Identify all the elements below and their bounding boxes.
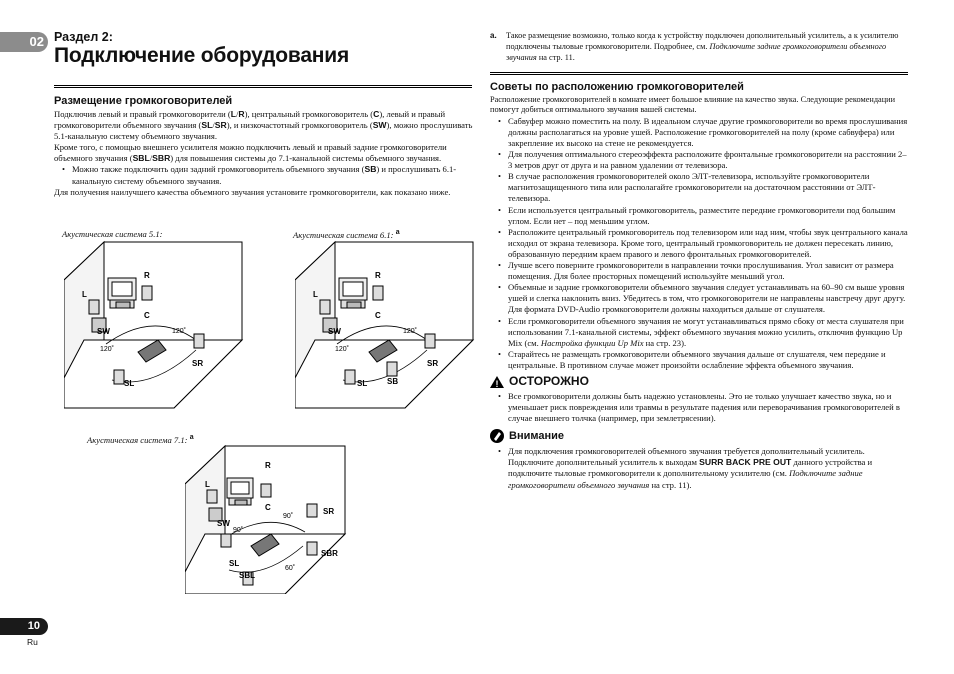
chapter-badge: 02 xyxy=(0,32,48,52)
link-rear-speakers[interactable]: Подключите задние громкоговорители объемного звучания xyxy=(508,468,863,490)
label-SW: SW xyxy=(217,519,230,528)
list-item: • Расположите центральный громкоговоритель под телевизором или над ним, чтобы звук центрального канала исходил от экрана телевизора. Кроме того, центральный громкоговоритель не должен пересекать линию, образованную передним краем правого и левого фронтальных громкоговорителей. xyxy=(498,227,910,260)
link-rear-speakers[interactable]: Подключите задние громкоговорители объемного звучания xyxy=(506,42,887,62)
caption-7-1: Акустическая система 7.1: $^a$ xyxy=(87,434,194,445)
room-diagram-7-1 xyxy=(185,444,370,594)
label-C: C xyxy=(144,311,150,320)
caption-5-1: Акустическая система 5.1: xyxy=(62,229,163,239)
label-SBL: SBL xyxy=(239,571,255,580)
label-angle: 120˚ xyxy=(100,346,115,353)
footnote: Такое размещение возможно, только когда к устройству подключен дополнительный усилитель, а к усилителю подключены тыловые громкоговорители. Подробнее, см. Подключите задние громкоговорители объемного звучания на стр. 11. xyxy=(506,31,899,62)
list-item: • Для подключения громкоговорителей объемного звучания требуется дополнительный усилитель. Подключите дополнительный усилитель к выходам SURR BACK PRE OUT данного устройства и подключите тыловые громкоговорители к дополнительному усилителю (см. Подключите задние громкоговорители объемного звучания на стр. 11). xyxy=(498,446,910,490)
divider xyxy=(54,85,472,88)
list-item: • Если используется центральный громкоговоритель, разместите передние громкоговорители под большим углом. Если нет – под меньшим углом. xyxy=(498,205,910,227)
room-diagram-5-1 xyxy=(64,240,244,410)
list-item: • Все громкоговорители должны быть надежно установлены. Это не только улучшает качество звука, но и уменьшает риск повреждения или травмы в результате падения или переворачивания громкоговорителей в случае внешнего толчка (например, при землетрясении). xyxy=(498,391,910,424)
list-item: • Старайтесь не размещать громкоговорители объемного звучания дальше от слушателя, чем передние и центральные. В противном случае может произойти ослабление эффекта объемного звучания. xyxy=(498,349,910,371)
page-number: 10 xyxy=(0,618,48,635)
subtitle-placement-tips: Советы по расположению громкоговорителей xyxy=(490,81,744,93)
language-label: Ru xyxy=(27,637,38,647)
room-diagram-6-1 xyxy=(295,240,475,410)
attention-heading: Внимание xyxy=(490,429,910,443)
label-angle: 90˚ xyxy=(233,527,244,534)
footnote-letter: a. xyxy=(490,31,497,40)
label-SR: SR xyxy=(427,359,439,368)
list-item: • Лучше всего поверните громкоговорители в направлении точки прослушивания. Угол зависит от размера помещения. Для более просторных помещений используйте меньший угол. xyxy=(498,260,910,282)
paragraph: Подключив левый и правый громкоговорители (L/R), центральный громкоговоритель (C), левый и правый громкоговорители объемного звучания (SL/SR), и низкочастотный громкоговоритель (SW), можно прослушивать 5.1-канальную систему объемного звучания. xyxy=(54,109,473,142)
label-SL: SL xyxy=(229,559,240,568)
placement-tips xyxy=(490,95,910,491)
label-SB: SB xyxy=(387,377,399,386)
label-SL: SL xyxy=(357,379,368,388)
pencil-note-icon xyxy=(490,429,504,443)
label-angle: 60˚ xyxy=(285,565,296,572)
label-SW: SW xyxy=(328,327,341,336)
caption-6-1: Акустическая система 6.1: $^a$ xyxy=(293,229,400,240)
label-R: R xyxy=(144,271,150,280)
label-SW: SW xyxy=(97,327,110,336)
list-item: • Если громкоговорители объемного звучания не могут устанавливаться прямо сбоку от места слушателя при использовании 7.1-канальной системы, эффект объемного звучания можно усилить, отключив функцию Up Mix (см. Настройка функции Up Mix на стр. 23). xyxy=(498,316,910,349)
label-angle: 90˚ xyxy=(283,513,294,520)
list-item: • В случае расположения громкоговорителей около ЭЛТ-телевизора, используйте громкоговорители магнитозащищенного типа или располагайте громкоговорители на достаточном расстоянии от ЭЛТ-телевизора. xyxy=(498,171,910,204)
paragraph: Кроме того, с помощью внешнего усилителя можно подключить левый и правый задние громкоговорители объемного звучания (SBL/SBR) для повышения системы до 7.1-канальной системы объемного звучания. xyxy=(54,142,447,164)
paragraph: Расположение громкоговорителей в комнате имеет большое влияние на качество звука. Следующие рекомендации помогут добиться оптимального звучания вашей системы. xyxy=(490,95,896,115)
label-C: C xyxy=(375,311,381,320)
label-angle: 120˚ xyxy=(403,328,418,335)
label-SR: SR xyxy=(192,359,204,368)
list-item: • Сабвуфер можно поместить на полу. В идеальном случае другие громкоговорители во время прослушивания должны располагаться на уровне ушей. Расположение громкоговорителей на полу (кроме сабвуфера) или закрепление их высоко на стене не рекомендуется. xyxy=(498,116,910,149)
page-title: Подключение оборудования xyxy=(54,44,350,67)
list-item: • Для получения оптимального стереоэффекта расположите фронтальные громкоговорители на расстоянии 2–3 метров друг от друга и на равном удалении от телевизора. xyxy=(498,149,910,171)
list-item: • Объемные и задние громкоговорители объемного звучания следует устанавливать на 60–90 см выше уровня ушей и слегка наклонить вниз. Убедитесь в том, что громкоговорители не направлены навстречу друг другу. Для формата DVD-Audio громкоговорители должны находиться дальше от слушателя. xyxy=(498,282,910,315)
paragraph: Для получения наилучшего качества объемного звучания установите громкоговорители, как показано ниже. xyxy=(54,186,451,197)
label-SBR: SBR xyxy=(321,549,338,558)
label-angle: 120˚ xyxy=(335,346,350,353)
label-SR: SR xyxy=(323,507,335,516)
label-C: C xyxy=(265,503,271,512)
link-up-mix[interactable]: Настройка функции Up Mix xyxy=(540,337,644,348)
speaker-placement-text xyxy=(54,109,474,198)
list-item: • Можно также подключить один задний громкоговоритель объемного звучания (SB) и прослушивать 6.1-канальную систему объемного звучания. xyxy=(62,164,474,186)
section-label: Раздел 2: xyxy=(54,30,113,44)
label-L: L xyxy=(205,480,210,489)
label-L: L xyxy=(313,290,318,299)
caution-heading: ! ОСТОРОЖНО xyxy=(490,376,910,388)
svg-text:!: ! xyxy=(495,378,499,388)
subtitle-speaker-placement: Размещение громкоговорителей xyxy=(54,95,233,107)
label-L: L xyxy=(82,290,87,299)
label-angle: 120˚ xyxy=(172,328,187,335)
label-R: R xyxy=(375,271,381,280)
label-R: R xyxy=(265,461,271,470)
label-SL: SL xyxy=(124,379,135,388)
warning-triangle-icon xyxy=(490,376,504,388)
divider xyxy=(490,72,908,75)
